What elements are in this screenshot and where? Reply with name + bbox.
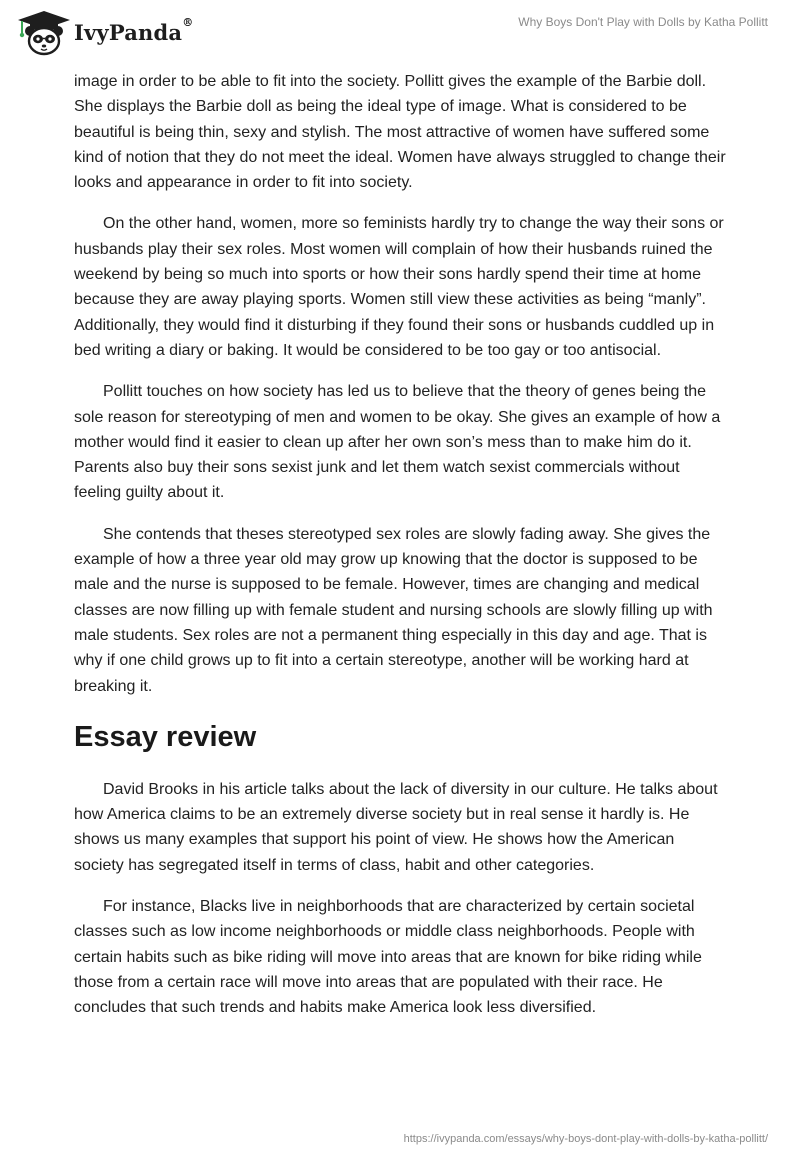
brand-text: IvyPanda [74,19,183,45]
essay-paragraph: She contends that theses stereotyped sex roles are slowly fading away. She gives the example of how a three year old may grow up knowing that the doctor is supposed to be male and the nurse is supposed to be female. However, times are changing and medical classes are now filling up with female student and nursing schools are slowly filling up with male students. Sex roles are not a permanent thing especially in this day and age. That is why if one child grows up to fit into a certain stereotype, another will be working hard at breaking it. [74,525,713,695]
page-header [0,0,800,64]
source-url[interactable]: https://ivypanda.com/essays/why-boys-dont-play-with-dolls-by-katha-pollitt/ [403,1133,768,1145]
ivypanda-logo[interactable] [14,8,193,56]
brand-name [74,15,194,45]
section-heading: Essay review [74,720,257,753]
registered-mark: ® [182,15,194,29]
essay-paragraph: David Brooks in his article talks about the lack of diversity in our culture. He talks about how America claims to be an extremely diverse society but in real sense it hardly is. He shows us many examples that support his point of view. He shows how the American society has segregated itself in terms of class, habit and other categories. [74,780,718,874]
essay-body [74,69,726,1037]
document-title: Why Boys Don't Play with Dolls by Katha Pollitt [518,15,768,29]
essay-paragraph: Pollitt touches on how society has led us to believe that the theory of genes being the sole reason for stereotyping of men and women to be okay. She gives an example of how a mother would find it easier to clean up after her own son’s mess than to make him do it. Parents also buy their sons sexist junk and let them watch sexist commercials without feeling guilty about it. [74,383,721,502]
essay-paragraph: image in order to be able to fit into the society. Pollitt gives the example of the Barbie doll. She displays the Barbie doll as being the ideal type of image. What is considered to be beautiful is being thin, sexy and stylish. The most attractive of women have suffered some kind of notion that they do not meet the ideal. Women have always struggled to change their looks and appearance in order to fit into society. [74,73,726,192]
essay-paragraph: On the other hand, women, more so feminists hardly try to change the way their sons or husbands play their sex roles. Most women will complain of how their husbands ruined the weekend by being so much into sports or how their sons hardly spend their time at home because they are away playing sports. Women still view these activities as being “manly”. Additionally, they would find it disturbing if they found their sons or husbands cuddled up in bed writing a diary or baking. It would be considered to be too gay or too antisocial. [74,215,724,359]
panda-graduate-icon [14,8,70,56]
essay-paragraph: For instance, Blacks live in neighborhoods that are characterized by certain societal classes such as low income neighborhoods or middle class neighborhoods. People with certain habits such as bike riding will move into areas that are known for bike riding while those from a certain race will move into areas that are populated with their race. He concludes that such trends and habits make America look less diversified. [74,898,702,1017]
